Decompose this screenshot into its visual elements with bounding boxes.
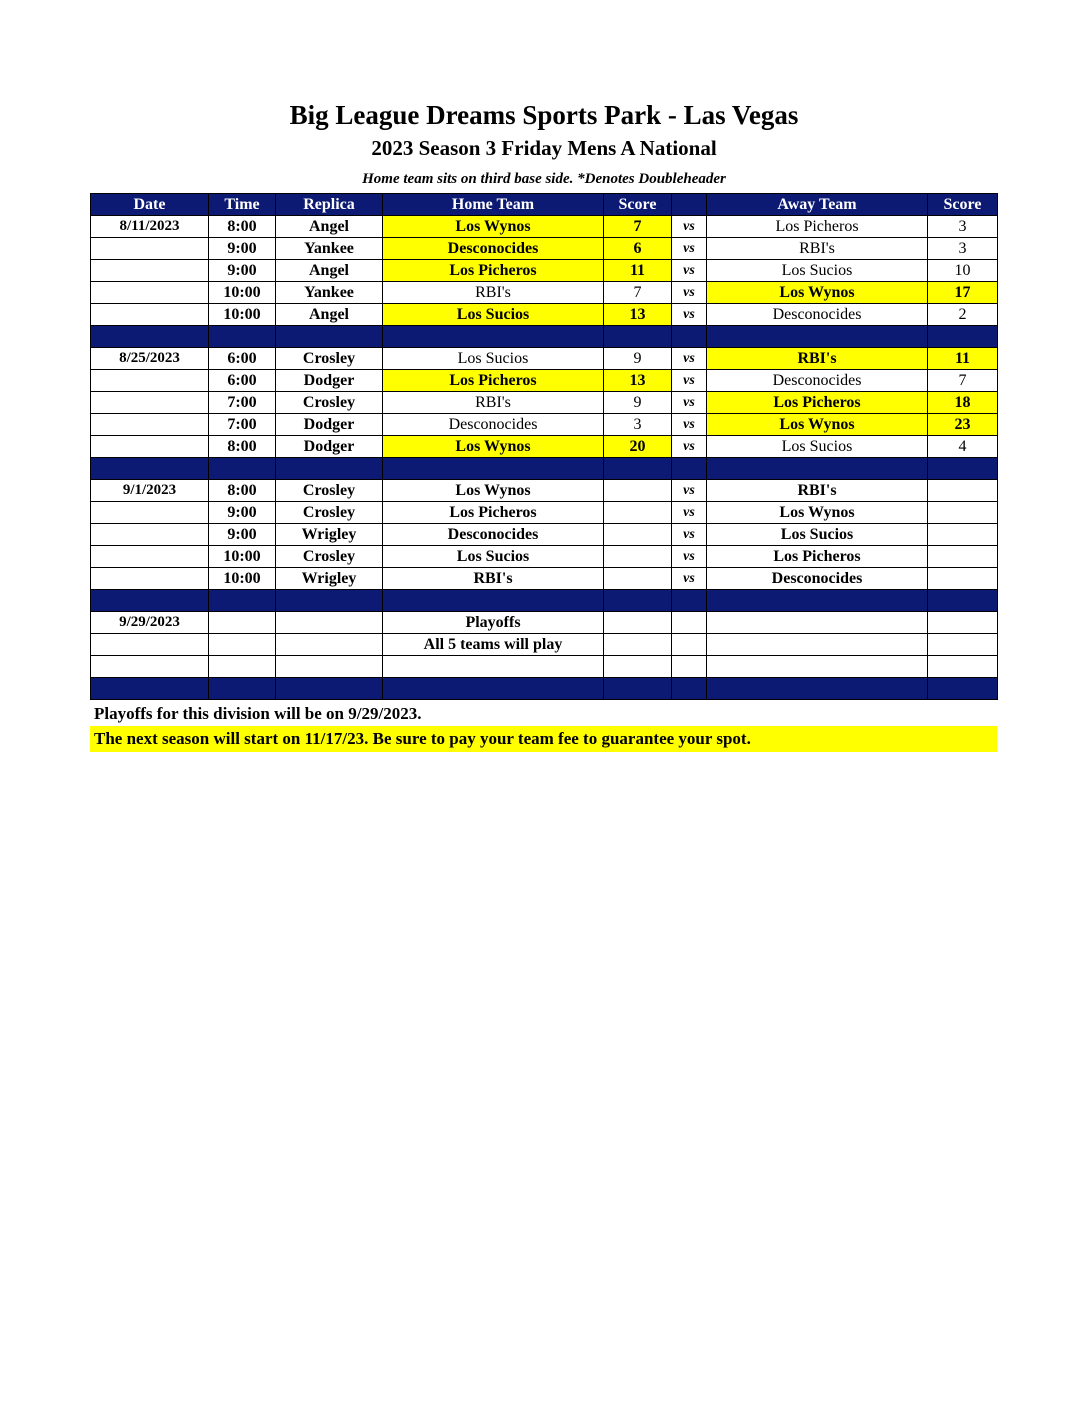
home-team-cell: Los Wynos xyxy=(383,436,604,458)
separator-cell xyxy=(209,458,276,480)
home-team-cell: Los Picheros xyxy=(383,260,604,282)
replica-cell: Crosley xyxy=(276,480,383,502)
home-score-cell xyxy=(604,612,672,634)
away-score-cell: 4 xyxy=(928,436,998,458)
vs-cell: vs xyxy=(672,260,707,282)
separator-cell xyxy=(707,326,928,348)
time-cell: 6:00 xyxy=(209,370,276,392)
away-team-cell: Desconocides xyxy=(707,304,928,326)
vs-cell: vs xyxy=(672,216,707,238)
col-away-team: Away Team xyxy=(707,194,928,216)
home-score-cell xyxy=(604,546,672,568)
away-team-cell: Desconocides xyxy=(707,568,928,590)
separator-row xyxy=(91,590,998,612)
vs-cell: vs xyxy=(672,238,707,260)
away-team-cell xyxy=(707,634,928,656)
col-home-score: Score xyxy=(604,194,672,216)
away-score-cell: 18 xyxy=(928,392,998,414)
separator-cell xyxy=(209,326,276,348)
away-score-cell xyxy=(928,568,998,590)
col-replica: Replica xyxy=(276,194,383,216)
away-score-cell xyxy=(928,612,998,634)
time-cell: 8:00 xyxy=(209,480,276,502)
home-team-note: Home team sits on third base side. *Denotes Doubleheader xyxy=(362,171,726,187)
replica-cell: Crosley xyxy=(276,348,383,370)
home-team-cell xyxy=(383,656,604,678)
date-cell xyxy=(91,546,209,568)
separator-cell xyxy=(383,326,604,348)
separator-cell xyxy=(604,678,672,700)
home-score-cell xyxy=(604,634,672,656)
home-team-cell: RBI's xyxy=(383,568,604,590)
separator-cell xyxy=(91,326,209,348)
separator-cell xyxy=(928,458,998,480)
time-cell xyxy=(209,612,276,634)
col-time: Time xyxy=(209,194,276,216)
date-cell xyxy=(91,502,209,524)
schedule-body xyxy=(91,216,998,700)
home-team-cell: Los Picheros xyxy=(383,370,604,392)
next-season-note: The next season will start on 11/17/23. Be sure to pay your team fee to guarantee your spot. xyxy=(90,726,997,752)
time-cell: 10:00 xyxy=(209,568,276,590)
note-row xyxy=(91,656,998,678)
separator-cell xyxy=(276,326,383,348)
vs-cell xyxy=(672,656,707,678)
game-row xyxy=(91,370,998,392)
separator-cell xyxy=(707,458,928,480)
home-team-cell: Los Picheros xyxy=(383,502,604,524)
away-team-cell: Los Picheros xyxy=(707,546,928,568)
home-team-cell: Los Sucios xyxy=(383,348,604,370)
replica-cell: Angel xyxy=(276,260,383,282)
away-score-cell xyxy=(928,480,998,502)
home-team-cell: Los Sucios xyxy=(383,546,604,568)
time-cell: 8:00 xyxy=(209,436,276,458)
home-team-cell: Los Wynos xyxy=(383,480,604,502)
away-score-cell xyxy=(928,546,998,568)
date-cell xyxy=(91,282,209,304)
home-score-cell: 6 xyxy=(604,238,672,260)
separator-cell xyxy=(604,458,672,480)
vs-cell: vs xyxy=(672,414,707,436)
separator-cell xyxy=(209,590,276,612)
date-cell xyxy=(91,656,209,678)
vs-cell: vs xyxy=(672,480,707,502)
vs-cell xyxy=(672,634,707,656)
home-score-cell xyxy=(604,524,672,546)
time-cell: 10:00 xyxy=(209,282,276,304)
home-team-cell: Desconocides xyxy=(383,414,604,436)
away-score-cell: 3 xyxy=(928,238,998,260)
replica-cell: Angel xyxy=(276,304,383,326)
vs-cell xyxy=(672,612,707,634)
home-score-cell: 13 xyxy=(604,370,672,392)
replica-cell: Dodger xyxy=(276,370,383,392)
date-cell xyxy=(91,414,209,436)
home-score-cell xyxy=(604,568,672,590)
date-cell: 9/1/2023 xyxy=(91,480,209,502)
away-score-cell xyxy=(928,656,998,678)
replica-cell xyxy=(276,634,383,656)
time-cell: 7:00 xyxy=(209,392,276,414)
replica-cell: Crosley xyxy=(276,502,383,524)
col-vs xyxy=(672,194,707,216)
schedule-table xyxy=(90,193,998,700)
date-cell xyxy=(91,568,209,590)
home-team-cell: All 5 teams will play xyxy=(383,634,604,656)
replica-cell: Angel xyxy=(276,216,383,238)
replica-cell: Dodger xyxy=(276,414,383,436)
game-row xyxy=(91,502,998,524)
replica-cell: Crosley xyxy=(276,546,383,568)
col-date: Date xyxy=(91,194,209,216)
separator-row xyxy=(91,326,998,348)
home-score-cell xyxy=(604,656,672,678)
separator-cell xyxy=(928,326,998,348)
separator-cell xyxy=(383,458,604,480)
vs-cell: vs xyxy=(672,304,707,326)
home-score-cell xyxy=(604,502,672,524)
home-team-cell: RBI's xyxy=(383,282,604,304)
game-row xyxy=(91,480,998,502)
note-row xyxy=(91,612,998,634)
home-score-cell: 7 xyxy=(604,282,672,304)
away-score-cell: 10 xyxy=(928,260,998,282)
game-row xyxy=(91,414,998,436)
away-score-cell: 7 xyxy=(928,370,998,392)
home-team-cell: Playoffs xyxy=(383,612,604,634)
away-team-cell xyxy=(707,612,928,634)
time-cell: 9:00 xyxy=(209,502,276,524)
home-score-cell: 9 xyxy=(604,392,672,414)
away-score-cell xyxy=(928,634,998,656)
separator-row xyxy=(91,458,998,480)
page-title: Big League Dreams Sports Park - Las Vegas xyxy=(289,100,799,130)
away-team-cell: RBI's xyxy=(707,348,928,370)
game-row xyxy=(91,260,998,282)
separator-cell xyxy=(276,590,383,612)
time-cell: 10:00 xyxy=(209,546,276,568)
page-subtitle: 2023 Season 3 Friday Mens A National xyxy=(371,136,717,160)
time-cell: 8:00 xyxy=(209,216,276,238)
separator-cell xyxy=(383,590,604,612)
away-team-cell: Los Picheros xyxy=(707,216,928,238)
home-team-cell: Desconocides xyxy=(383,524,604,546)
replica-cell: Yankee xyxy=(276,282,383,304)
separator-cell xyxy=(276,458,383,480)
away-team-cell xyxy=(707,656,928,678)
home-score-cell: 9 xyxy=(604,348,672,370)
date-cell: 8/11/2023 xyxy=(91,216,209,238)
time-cell: 6:00 xyxy=(209,348,276,370)
game-row xyxy=(91,282,998,304)
replica-cell: Dodger xyxy=(276,436,383,458)
replica-cell: Crosley xyxy=(276,392,383,414)
separator-cell xyxy=(276,678,383,700)
away-team-cell: Los Sucios xyxy=(707,524,928,546)
time-cell xyxy=(209,656,276,678)
date-cell xyxy=(91,524,209,546)
date-cell: 8/25/2023 xyxy=(91,348,209,370)
game-row xyxy=(91,304,998,326)
vs-cell: vs xyxy=(672,392,707,414)
home-score-cell xyxy=(604,480,672,502)
vs-cell: vs xyxy=(672,436,707,458)
separator-cell xyxy=(928,590,998,612)
date-cell xyxy=(91,436,209,458)
home-score-cell: 11 xyxy=(604,260,672,282)
vs-cell: vs xyxy=(672,282,707,304)
game-row xyxy=(91,238,998,260)
separator-cell xyxy=(604,326,672,348)
home-team-cell: Desconocides xyxy=(383,238,604,260)
date-cell xyxy=(91,238,209,260)
time-cell xyxy=(209,634,276,656)
col-home-team: Home Team xyxy=(383,194,604,216)
away-score-cell xyxy=(928,524,998,546)
separator-cell xyxy=(383,678,604,700)
away-team-cell: Los Wynos xyxy=(707,414,928,436)
date-cell xyxy=(91,370,209,392)
note-row xyxy=(91,634,998,656)
separator-row xyxy=(91,678,998,700)
away-team-cell: Los Sucios xyxy=(707,260,928,282)
separator-cell xyxy=(707,590,928,612)
date-cell xyxy=(91,260,209,282)
home-score-cell: 3 xyxy=(604,414,672,436)
playoffs-note: Playoffs for this division will be on 9/29/2023. xyxy=(94,704,422,723)
separator-cell xyxy=(209,678,276,700)
away-team-cell: Los Picheros xyxy=(707,392,928,414)
game-row xyxy=(91,568,998,590)
vs-cell: vs xyxy=(672,524,707,546)
game-row xyxy=(91,216,998,238)
home-score-cell: 13 xyxy=(604,304,672,326)
home-score-cell: 7 xyxy=(604,216,672,238)
replica-cell: Yankee xyxy=(276,238,383,260)
away-team-cell: Los Sucios xyxy=(707,436,928,458)
separator-cell xyxy=(91,590,209,612)
time-cell: 7:00 xyxy=(209,414,276,436)
game-row xyxy=(91,524,998,546)
vs-cell: vs xyxy=(672,546,707,568)
separator-cell xyxy=(672,326,707,348)
vs-cell: vs xyxy=(672,370,707,392)
time-cell: 10:00 xyxy=(209,304,276,326)
vs-cell: vs xyxy=(672,348,707,370)
game-row xyxy=(91,436,998,458)
separator-cell xyxy=(91,678,209,700)
vs-cell: vs xyxy=(672,502,707,524)
separator-cell xyxy=(91,458,209,480)
away-score-cell: 11 xyxy=(928,348,998,370)
away-score-cell: 2 xyxy=(928,304,998,326)
date-cell xyxy=(91,392,209,414)
separator-cell xyxy=(604,590,672,612)
home-team-cell: RBI's xyxy=(383,392,604,414)
date-cell xyxy=(91,304,209,326)
away-team-cell: Los Wynos xyxy=(707,282,928,304)
separator-cell xyxy=(672,590,707,612)
col-away-score: Score xyxy=(928,194,998,216)
separator-cell xyxy=(672,678,707,700)
away-score-cell xyxy=(928,502,998,524)
separator-cell xyxy=(928,678,998,700)
separator-cell xyxy=(707,678,928,700)
away-team-cell: Desconocides xyxy=(707,370,928,392)
game-row xyxy=(91,392,998,414)
date-cell: 9/29/2023 xyxy=(91,612,209,634)
replica-cell xyxy=(276,612,383,634)
vs-cell: vs xyxy=(672,568,707,590)
away-team-cell: RBI's xyxy=(707,480,928,502)
replica-cell: Wrigley xyxy=(276,524,383,546)
away-score-cell: 23 xyxy=(928,414,998,436)
time-cell: 9:00 xyxy=(209,238,276,260)
game-row xyxy=(91,546,998,568)
away-team-cell: Los Wynos xyxy=(707,502,928,524)
home-team-cell: Los Sucios xyxy=(383,304,604,326)
replica-cell: Wrigley xyxy=(276,568,383,590)
time-cell: 9:00 xyxy=(209,260,276,282)
away-score-cell: 17 xyxy=(928,282,998,304)
time-cell: 9:00 xyxy=(209,524,276,546)
home-score-cell: 20 xyxy=(604,436,672,458)
header-row xyxy=(91,194,998,216)
home-team-cell: Los Wynos xyxy=(383,216,604,238)
game-row xyxy=(91,348,998,370)
away-score-cell: 3 xyxy=(928,216,998,238)
date-cell xyxy=(91,634,209,656)
away-team-cell: RBI's xyxy=(707,238,928,260)
separator-cell xyxy=(672,458,707,480)
replica-cell xyxy=(276,656,383,678)
